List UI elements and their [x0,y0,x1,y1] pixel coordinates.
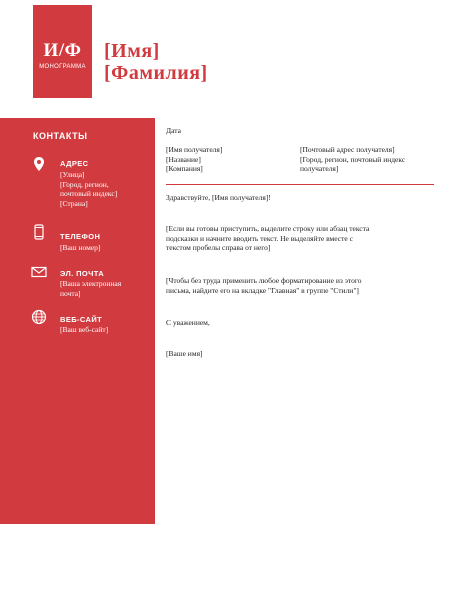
header-divider [166,184,434,185]
address-street: [Улица] [60,170,85,179]
phone-lines [60,243,150,253]
website-title: ВЕБ-САЙТ [60,315,103,324]
phone-icon [31,224,47,240]
paragraph-1-line-3: текстом пробелы справа от него] [166,243,271,252]
paragraph-1 [166,224,436,253]
paragraph-2-line-1: [Чтобы без труда применить любое форматирование из этого [166,276,362,285]
paragraph-2 [166,276,436,295]
recipient-left [166,145,296,174]
website-lines [60,325,150,335]
recipient-company: [Компания] [166,164,203,173]
signature: [Ваше имя] [166,349,203,358]
recipient-right [300,145,440,174]
contacts-heading: КОНТАКТЫ [33,131,88,141]
address-city: [Город, регион, [60,179,109,189]
recipient-name: [Имя получателя] [166,145,223,154]
last-name: [Фамилия] [104,62,208,84]
greeting: Здравствуйте, [Имя получателя]! [166,193,271,202]
phone-title: ТЕЛЕФОН [60,232,101,241]
address-title: АДРЕС [60,159,89,168]
full-name [104,40,208,84]
contacts-sidebar [0,118,155,524]
address-zip: почтовый индекс] [60,189,118,198]
paragraph-2-line-2: письма, найдите его на вкладке "Главная" в группе "Стили"] [166,285,359,295]
closing: С уважением, [166,318,210,327]
email-lines [60,279,150,298]
email-line-1: [Ваша электронная [60,279,122,288]
recipient-city-line-2: получателя] [300,164,339,173]
letter-date: Дата [166,126,181,135]
address-country: [Страна] [60,198,88,208]
monogram [33,5,92,98]
first-name: [Имя] [104,40,160,62]
website-url: [Ваш веб-сайт] [60,325,109,334]
phone-number: [Ваш номер] [60,243,101,252]
envelope-icon [31,264,47,280]
location-pin-icon [31,156,47,172]
email-line-2: почта] [60,288,81,298]
email-title: ЭЛ. ПОЧТА [60,269,105,278]
monogram-label: МОНОГРАММА [39,64,86,70]
globe-icon [31,309,47,325]
recipient-title: [Название] [166,154,201,164]
address-lines [60,170,150,208]
recipient-address: [Почтовый адрес получателя] [300,145,395,154]
recipient-city-line-1: [Город, регион, почтовый индекс [300,154,406,164]
paragraph-1-line-2: подсказки и начните вводить текст. Не выделяйте вместе с [166,233,353,243]
paragraph-1-line-1: [Если вы готовы приступить, выделите строку или абзац текста [166,224,370,233]
monogram-initials: И/Ф [43,40,82,61]
